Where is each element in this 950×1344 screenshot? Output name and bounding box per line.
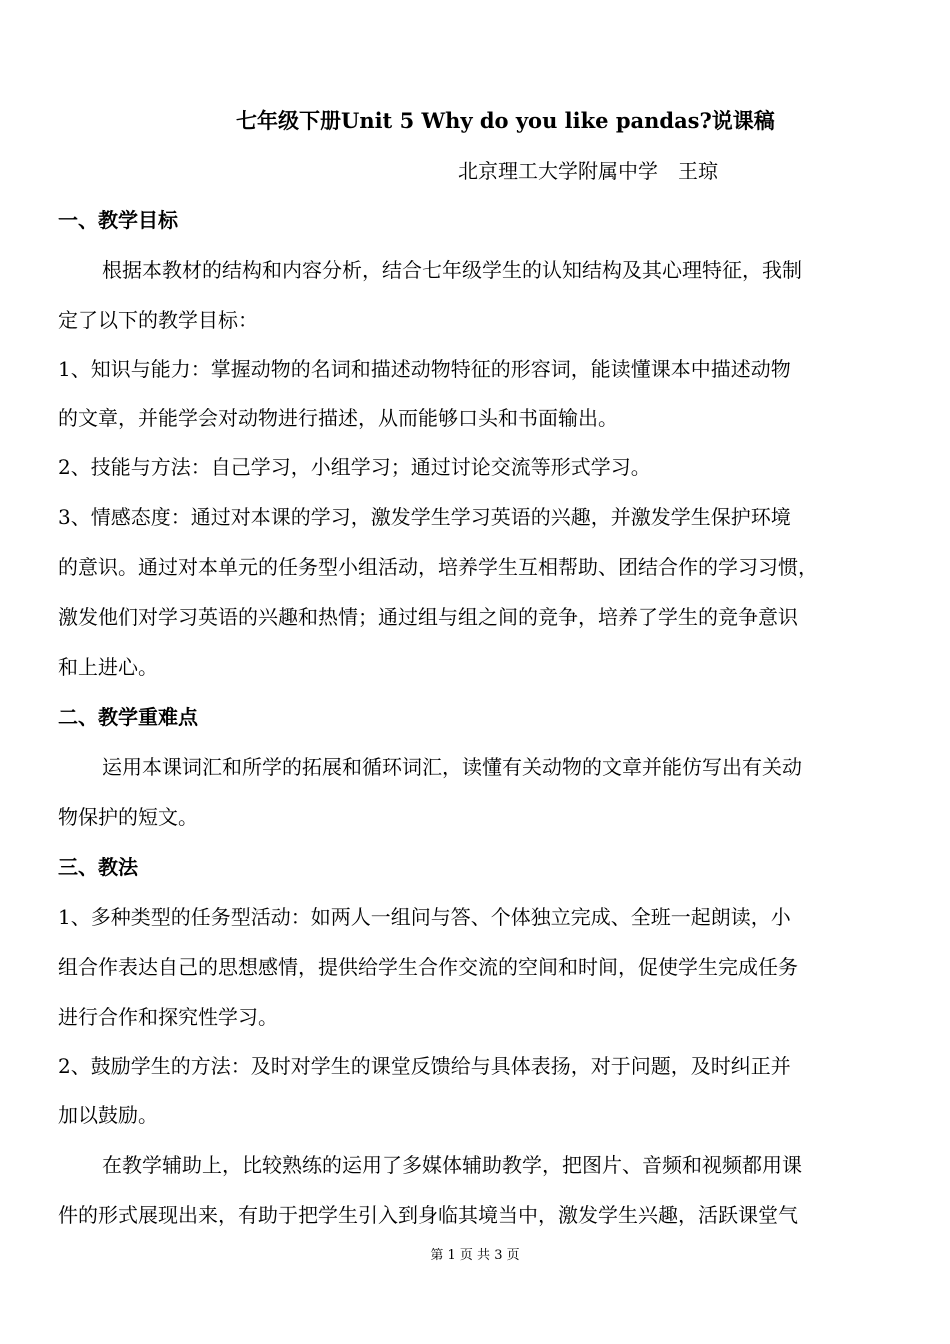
paragraph-line: 3、情感态度：通过对本课的学习，激发学生学习英语的兴趣，并激发学生保护环境 — [58, 505, 791, 529]
paragraph-line: 件的形式展现出来，有助于把学生引入到身临其境当中，激发学生兴趣，活跃课堂气 — [58, 1203, 798, 1227]
paragraph-line: 2、鼓励学生的方法：及时对学生的课堂反馈给与具体表扬，对于问题，及时纠正并 — [58, 1054, 791, 1078]
section-heading-key-points: 二、教学重难点 — [58, 705, 198, 729]
paragraph-line: 1、多种类型的任务型活动：如两人一组问与答、个体独立完成、全班一起朗读，小 — [58, 905, 791, 929]
section-heading-objectives: 一、教学目标 — [58, 208, 178, 232]
paragraph-line: 2、技能与方法：自己学习，小组学习；通过讨论交流等形式学习。 — [58, 455, 651, 479]
paragraph-line: 定了以下的教学目标： — [58, 308, 258, 332]
paragraph-line: 在教学辅助上，比较熟练的运用了多媒体辅助教学，把图片、音频和视频都用课 — [102, 1153, 802, 1177]
document-author: 北京理工大学附属中学 王琼 — [458, 159, 718, 183]
paragraph-line: 运用本课词汇和所学的拓展和循环词汇，读懂有关动物的文章并能仿写出有关动 — [102, 755, 802, 779]
paragraph-line: 加以鼓励。 — [58, 1103, 158, 1127]
section-heading-methods: 三、教法 — [58, 855, 138, 879]
paragraph-line: 1、知识与能力：掌握动物的名词和描述动物特征的形容词，能读懂课本中描述动物 — [58, 357, 791, 381]
document-title: 七年级下册Unit 5 Why do you like pandas?说课稿 — [236, 108, 775, 133]
paragraph-line: 和上进心。 — [58, 655, 158, 679]
paragraph-line: 物保护的短文。 — [58, 805, 198, 829]
paragraph-line: 激发他们对学习英语的兴趣和热情；通过组与组之间的竞争，培养了学生的竞争意识 — [58, 605, 798, 629]
paragraph-line: 的意识。通过对本单元的任务型小组活动，培养学生互相帮助、团结合作的学习习惯， — [58, 555, 818, 579]
page-footer: 第 1 页 共 3 页 — [430, 1248, 520, 1263]
paragraph-line: 根据本教材的结构和内容分析，结合七年级学生的认知结构及其心理特征，我制 — [102, 258, 802, 282]
paragraph-line: 的文章，并能学会对动物进行描述，从而能够口头和书面输出。 — [58, 406, 618, 430]
paragraph-line: 进行合作和探究性学习。 — [58, 1005, 278, 1029]
paragraph-line: 组合作表达自己的思想感情，提供给学生合作交流的空间和时间，促使学生完成任务 — [58, 955, 798, 979]
